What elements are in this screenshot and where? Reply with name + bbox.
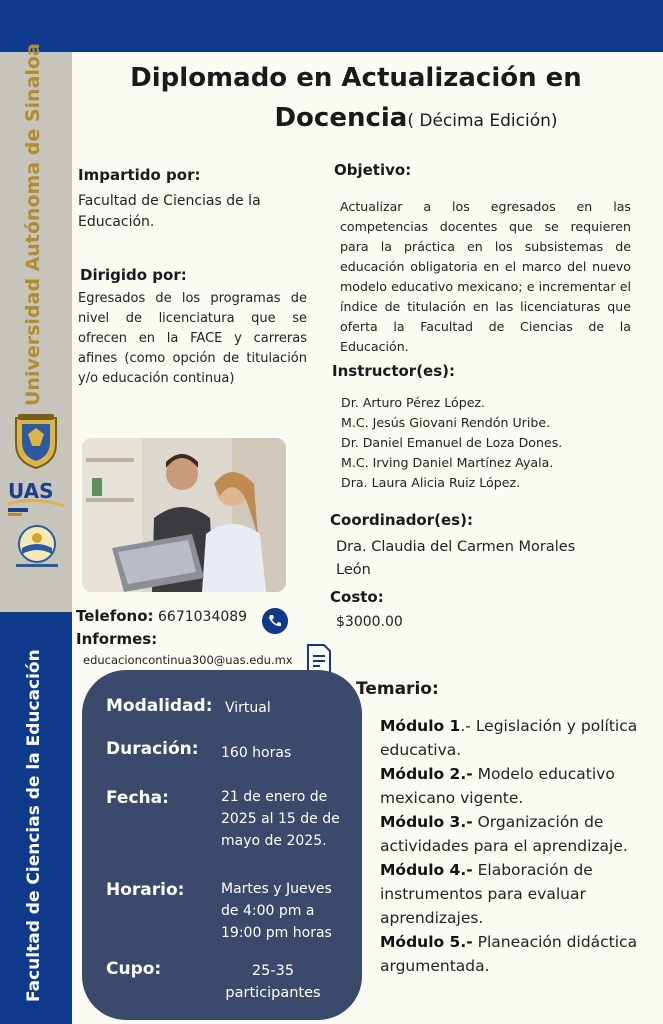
duracion-label: Duración: — [106, 739, 199, 759]
instructor-item: M.C. Irving Daniel Martínez Ayala. — [341, 455, 554, 470]
modulo-item — [380, 810, 640, 858]
instructor-item: Dr. Daniel Emanuel de Loza Dones. — [341, 435, 563, 450]
costo-value: $3000.00 — [336, 614, 403, 630]
page-title — [96, 58, 616, 141]
top-bar — [0, 0, 663, 52]
modulo-item — [380, 714, 640, 762]
students-photo — [82, 438, 286, 592]
dirigido-text: Egresados de los programas de nivel de licenciatura que se ofrecen en la FACE y carreras afines (como opción de titulación y/o educación continua) — [78, 291, 307, 386]
temario-list — [380, 714, 640, 978]
telefono-value[interactable]: 6671034089 — [158, 609, 248, 625]
costo-heading: Costo: — [330, 588, 384, 606]
fecha-value: 21 de enero de 2025 al 15 de de mayo de 2025. — [221, 789, 340, 849]
objetivo-heading: Objetivo: — [334, 161, 412, 179]
horario-value: Martes y Jueves de 4:00 pm a 19:00 pm horas — [221, 881, 332, 941]
university-shield-logo — [12, 412, 60, 470]
modalidad-label: Modalidad: — [106, 696, 213, 716]
modulo-item — [380, 762, 640, 810]
modulo-label: Módulo 4.- — [380, 861, 473, 879]
coordinador-name: Dra. Claudia del Carmen Morales León — [336, 539, 576, 578]
uas-logo-text: UAS — [8, 479, 54, 503]
instructor-item: M.C. Jesús Giovani Rendón Uribe. — [341, 415, 551, 430]
uas-logo — [6, 476, 66, 518]
modulo-text: Elaboración de instrumentos para evaluar aprendizajes. — [380, 861, 593, 927]
objetivo-text: Actualizar a los egresados en las competencias docentes que se requieren para la práctica en los subsistemas de educación obligatoria en el marco del nuevo modelo educativo mexicano; e incrementar el índice de titulación en las licenciaturas que oferta la Facultad de Ciencias de la Educación. — [340, 199, 631, 354]
university-name: Universidad Autónoma de Sinaloa — [22, 43, 44, 406]
impartido-heading: Impartido por: — [78, 166, 201, 184]
dirigido-heading: Dirigido por: — [80, 266, 187, 284]
modulo-label: Módulo 1 — [380, 717, 461, 735]
modulo-text: Modelo educativo mexicano vigente. — [380, 765, 615, 807]
modulo-text: Legislación y política educativa. — [380, 717, 638, 759]
modulo-item — [380, 930, 640, 978]
duracion-value: 160 horas — [221, 745, 292, 761]
instructores-list — [341, 393, 631, 493]
instructor-item: Dra. Laura Alicia Ruiz López. — [341, 475, 521, 490]
horario-label: Horario: — [106, 880, 185, 900]
modalidad-value: Virtual — [225, 700, 271, 716]
modulo-label: Módulo 2.- — [380, 765, 473, 783]
coordinador-heading: Coordinador(es): — [330, 511, 473, 529]
cupo-label: Cupo: — [106, 959, 162, 979]
modulo-label: Módulo 5.- — [380, 933, 473, 951]
instructores-heading: Instructor(es): — [332, 362, 456, 380]
fecha-label: Fecha: — [106, 788, 169, 808]
title-edition: ( Décima Edición) — [407, 111, 558, 131]
email-link[interactable]: educacioncontinua300@uas.edu.mx — [83, 653, 293, 667]
temario-heading: Temario: — [356, 679, 439, 699]
faculty-logo — [6, 524, 68, 570]
cupo-value: 25-35 participantes — [225, 963, 321, 1001]
modulo-text: Organización de actividades para el aprendizaje. — [380, 813, 628, 855]
modulo-text: Planeación didáctica argumentada. — [380, 933, 638, 975]
informes-label: Informes: — [76, 630, 158, 648]
impartido-text: Facultad de Ciencias de la Educación. — [78, 193, 261, 230]
title-line-2 — [96, 98, 616, 141]
faculty-name: Facultad de Ciencias de la Educación — [24, 649, 44, 1002]
modulo-label: Módulo 3.- — [380, 813, 473, 831]
modulo-sep: .- — [460, 717, 471, 735]
instructor-item: Dr. Arturo Pérez López. — [341, 395, 486, 410]
title-line-1: Diplomado en Actualización en — [130, 63, 582, 93]
modulo-item — [380, 858, 640, 930]
phone-icon[interactable] — [262, 608, 288, 634]
title-docencia: Docencia — [274, 103, 408, 133]
telefono-label: Telefono: — [76, 607, 154, 625]
